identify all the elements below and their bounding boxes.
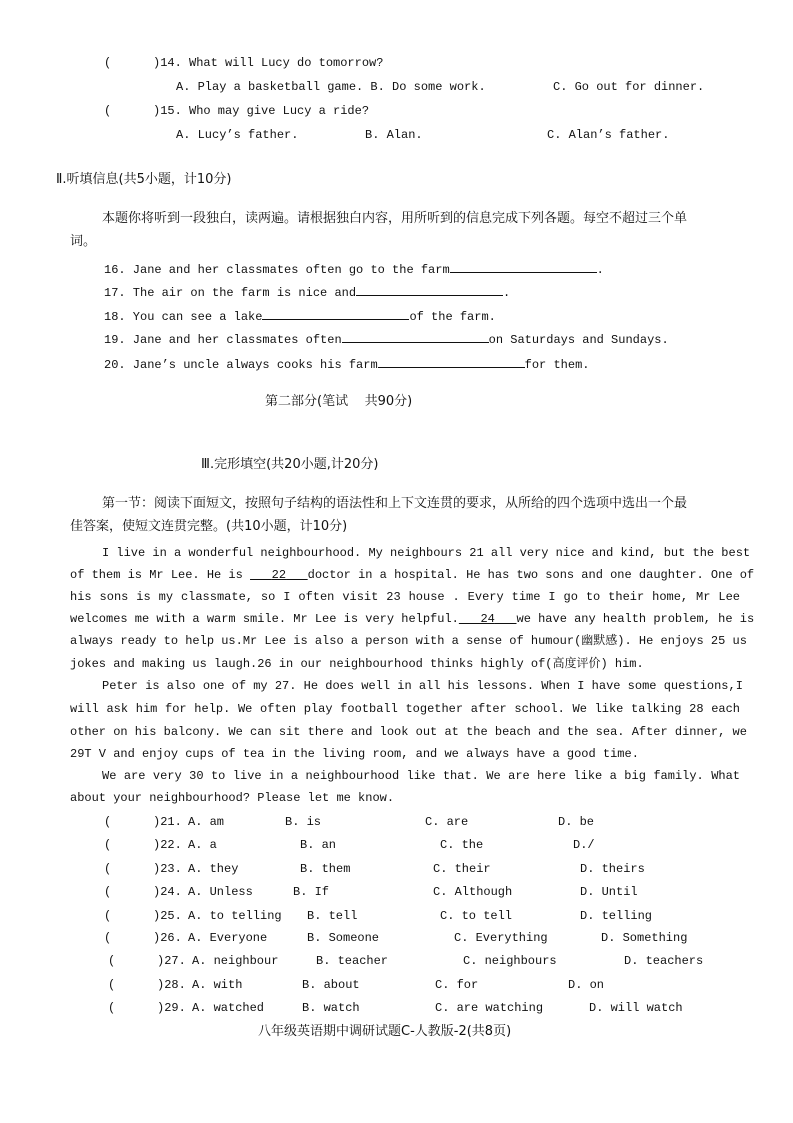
question-text: )15. Who may give Lucy a ride? xyxy=(153,104,370,118)
option-d[interactable]: D. Until xyxy=(580,885,638,899)
answer-blank[interactable] xyxy=(450,261,597,273)
option-c[interactable]: C. Everything xyxy=(454,931,548,945)
part-2-title: 第二部分(笔试 共90分) xyxy=(265,394,413,409)
section-3-heading: Ⅲ.完形填空(共20小题,计20分) xyxy=(201,457,379,472)
option-d[interactable]: D. be xyxy=(558,815,595,829)
option-c[interactable]: C. the xyxy=(440,838,484,852)
passage-line: his sons is my classmate, so I often visit 23 house . Every time I go to their home, Mr Lee xyxy=(70,590,740,604)
page-footer: 八年级英语期中调研试题C-人教版-2(共8页) xyxy=(258,1024,512,1039)
option-a[interactable]: A. with xyxy=(192,978,243,992)
option-d[interactable]: D. on xyxy=(568,978,605,992)
option-d[interactable]: D. teachers xyxy=(624,954,704,968)
option-c[interactable]: C. are watching xyxy=(435,1001,544,1015)
section-2-instruction-line2: 词。 xyxy=(70,234,97,249)
passage-line: other on his balcony. We can sit there and look out at the beach and the sea. After dinner, we xyxy=(70,725,747,739)
option-a[interactable]: A. a xyxy=(188,838,217,852)
answer-blank[interactable] xyxy=(356,284,503,296)
section-3-instruction-line1: 第一节：阅读下面短文，按照句子结构的语法性和上下文连贯的要求，从所给的四个选项中选出一个最 xyxy=(102,496,688,511)
option-c[interactable]: C. for xyxy=(435,978,479,992)
option-a[interactable]: A. to telling xyxy=(188,909,282,923)
option-b[interactable]: B. tell xyxy=(307,909,358,923)
option-b[interactable]: B. If xyxy=(293,885,330,899)
passage-line: I live in a wonderful neighbourhood. My neighbours 21 all very nice and kind, but the best xyxy=(102,546,751,560)
passage-line: welcomes me with a warm smile. Mr Lee is very helpful. 24 we have any health problem, he is xyxy=(70,612,755,626)
option-c: C. Alan’s father. xyxy=(547,128,670,142)
option-b[interactable]: B. Someone xyxy=(307,931,380,945)
option-b[interactable]: B. about xyxy=(302,978,360,992)
option-b[interactable]: B. an xyxy=(300,838,337,852)
section-2-instruction-line1: 本题你将听到一段独白，读两遍。请根据独白内容，用所听到的信息完成下列各题。每空不超过三个单 xyxy=(102,211,688,226)
option-d[interactable]: D. will watch xyxy=(589,1001,683,1015)
option-d[interactable]: D. Something xyxy=(601,931,688,945)
option-b: B. Alan. xyxy=(365,128,423,142)
passage-line: about your neighbourhood? Please let me know. xyxy=(70,791,395,805)
passage-line: jokes and making us laugh.26 in our neighbourhood thinks highly of(高度评价) him. xyxy=(70,657,644,671)
answer-blank[interactable] xyxy=(262,308,409,320)
fill-item-17: 17. The air on the farm is nice and . xyxy=(104,286,511,300)
option-c[interactable]: C. their xyxy=(433,862,491,876)
section-2-heading: Ⅱ.听填信息(共5小题，计10分) xyxy=(56,172,232,187)
option-b[interactable]: B. teacher xyxy=(316,954,389,968)
option-b[interactable]: B. watch xyxy=(302,1001,360,1015)
answer-paren: ( xyxy=(104,104,112,118)
passage-line: 29T V and enjoy cups of tea in the living room, and we always have a good time. xyxy=(70,747,639,761)
passage-line: We are very 30 to live in a neighbourhood like that. We are here like a big family. What xyxy=(102,769,740,783)
passage-line: always ready to help us.Mr Lee is also a person with a sense of humour(幽默感). He enjoys 25 us xyxy=(70,634,747,648)
answer-blank[interactable] xyxy=(378,356,525,368)
option-c: C. Go out for dinner. xyxy=(553,80,705,94)
blank-22: 22 xyxy=(271,568,287,582)
option-c[interactable]: C. to tell xyxy=(440,909,513,923)
option-b[interactable]: B. is xyxy=(285,815,322,829)
blank-24: 24 xyxy=(480,612,495,626)
fill-item-19: 19. Jane and her classmates often on Saturdays and Sundays. xyxy=(104,333,669,347)
passage-line: of them is Mr Lee. He is 22 doctor in a hospital. He has two sons and one daughter. One of xyxy=(70,568,755,582)
fill-item-16: 16. Jane and her classmates often go to the farm . xyxy=(104,263,604,277)
option-d[interactable]: D. telling xyxy=(580,909,653,923)
option-c[interactable]: C. are xyxy=(425,815,469,829)
option-a[interactable]: A. neighbour xyxy=(192,954,279,968)
option-ab: A. Play a basketball game. B. Do some work. xyxy=(176,80,486,94)
option-a: A. Lucy’s father. xyxy=(176,128,299,142)
passage-line: will ask him for help. We often play football together after school. We like talking 28 each xyxy=(70,702,740,716)
question-text: )14. What will Lucy do tomorrow? xyxy=(153,56,384,70)
option-d[interactable]: D./ xyxy=(573,838,595,852)
answer-blank[interactable] xyxy=(342,331,489,343)
passage-line: Peter is also one of my 27. He does well in all his lessons. When I have some questions,I xyxy=(102,679,743,693)
option-c[interactable]: C. Although xyxy=(433,885,513,899)
option-a[interactable]: A. Unless xyxy=(188,885,253,899)
option-b[interactable]: B. them xyxy=(300,862,351,876)
fill-item-18: 18. You can see a lake of the farm. xyxy=(104,310,496,324)
option-d[interactable]: D. theirs xyxy=(580,862,645,876)
option-c[interactable]: C. neighbours xyxy=(463,954,557,968)
option-a[interactable]: A. Everyone xyxy=(188,931,268,945)
section-3-instruction-line2: 佳答案，使短文连贯完整。(共10小题，计10分) xyxy=(70,519,348,534)
option-a[interactable]: A. they xyxy=(188,862,239,876)
fill-item-20: 20. Jane’s uncle always cooks his farm for them. xyxy=(104,358,590,372)
option-a[interactable]: A. am xyxy=(188,815,225,829)
option-a[interactable]: A. watched xyxy=(192,1001,265,1015)
answer-paren: ( xyxy=(104,56,112,70)
